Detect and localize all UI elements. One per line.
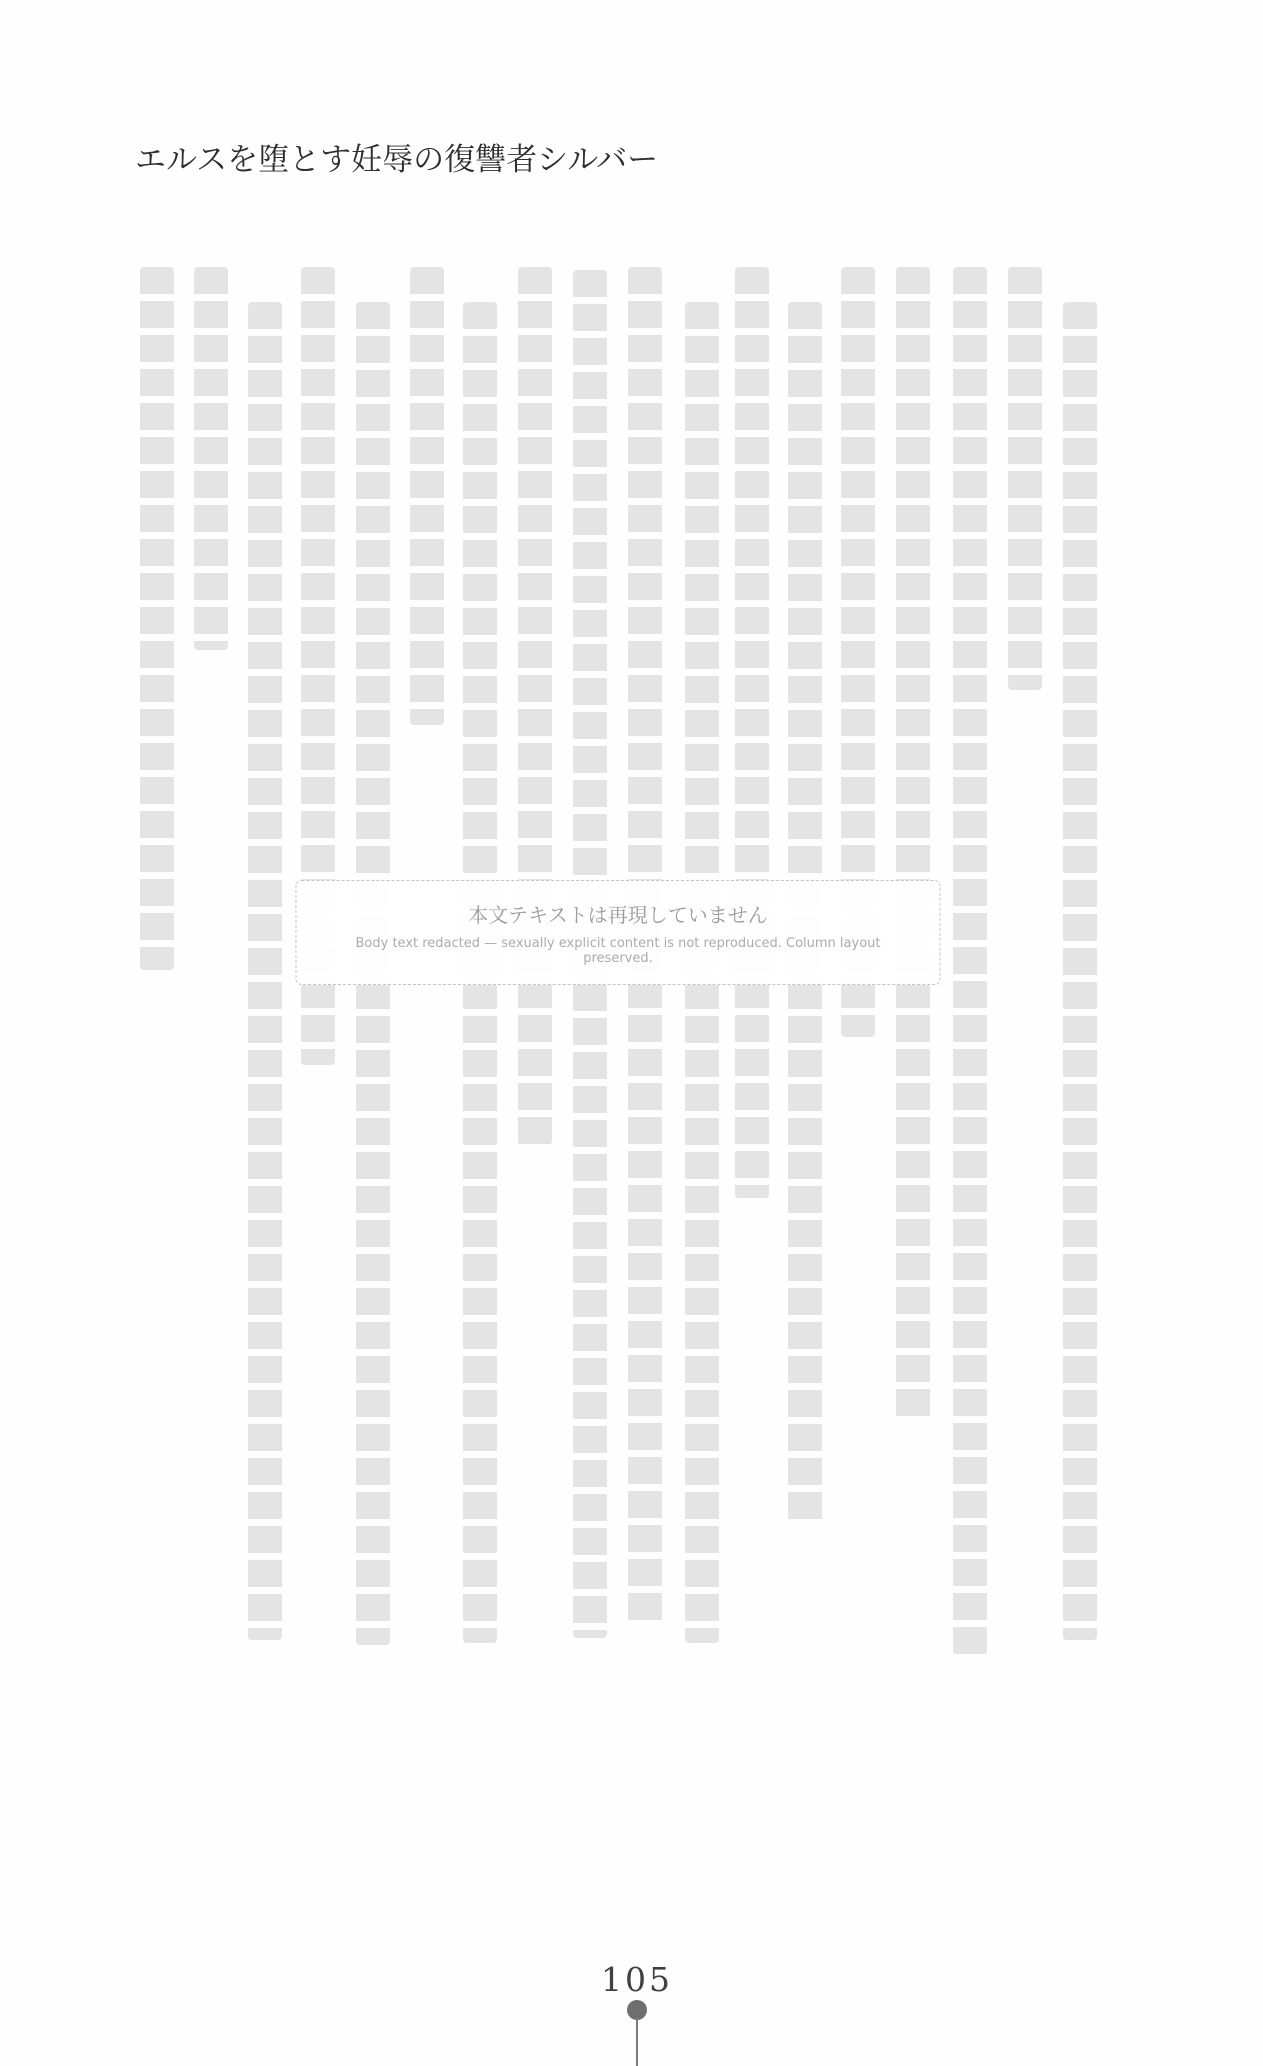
footer-ornament-dot <box>627 2000 647 2020</box>
redacted-text-column <box>194 267 228 650</box>
redacted-text-column <box>1008 267 1042 690</box>
footer-ornament-line <box>636 2018 638 2066</box>
redacted-text-column <box>735 267 769 1198</box>
redaction-notice <box>296 880 941 985</box>
redacted-text-column <box>248 302 282 1640</box>
page-number: 105 <box>601 1960 673 1999</box>
redacted-text-column <box>140 267 174 970</box>
running-header-title: エルスを堕とす妊辱の復讐者シルバー <box>135 142 659 178</box>
redacted-text-column <box>518 267 552 1145</box>
redacted-text-column <box>1063 302 1097 1640</box>
redacted-text-column <box>953 267 987 1655</box>
redaction-notice-text: Body text redacted — sexually explicit content is not reproduced. Column layout preserved. <box>355 936 881 966</box>
redacted-text-column <box>410 267 444 725</box>
redaction-notice-title: 本文テキストは再現していません <box>468 903 768 927</box>
redacted-text-column <box>896 267 930 1420</box>
